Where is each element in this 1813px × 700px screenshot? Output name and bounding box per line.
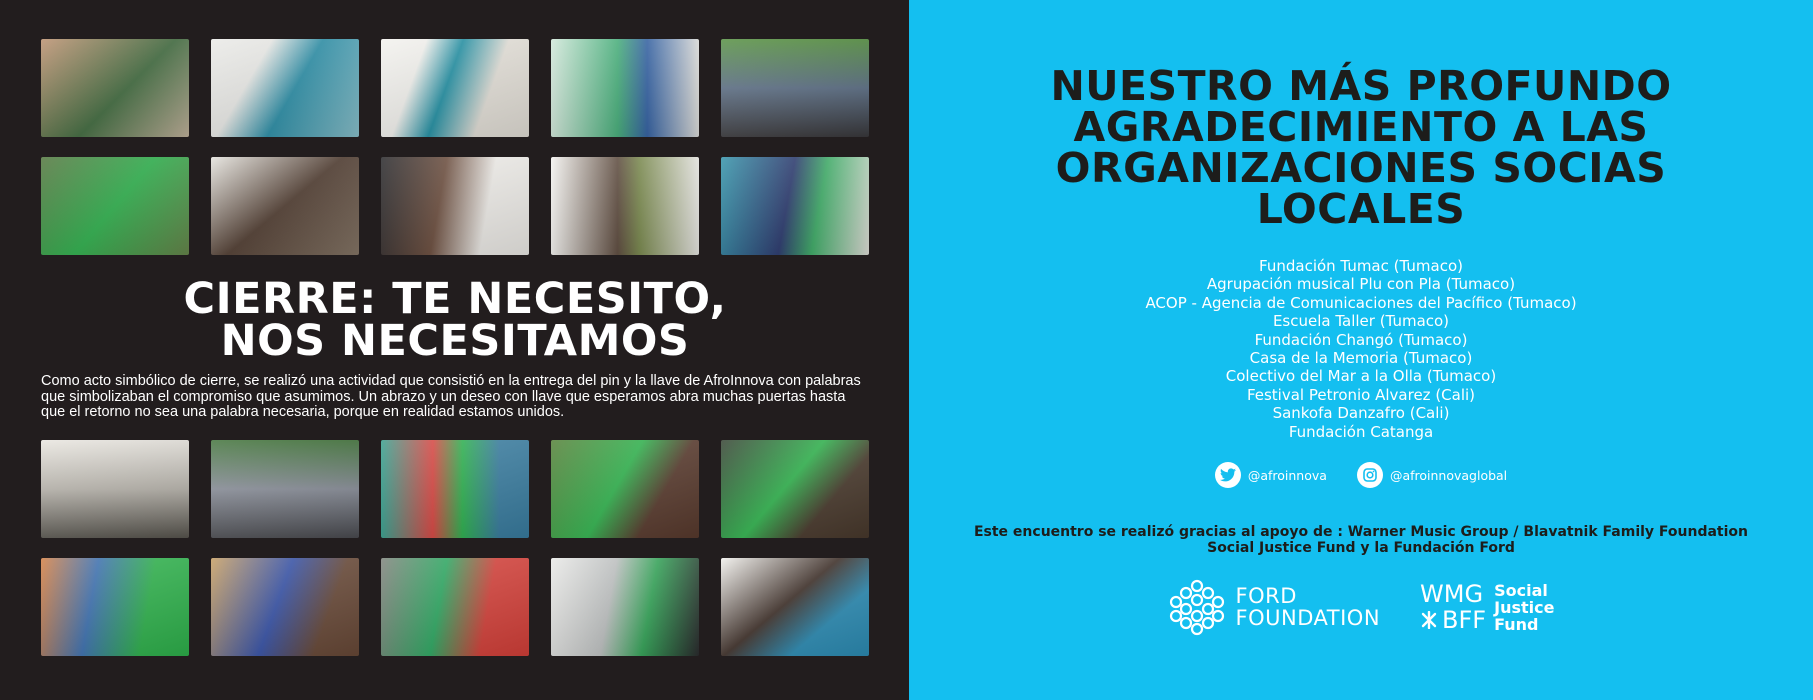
photo-grid-bottom	[41, 440, 869, 656]
organization-item: Fundación Catanga	[1288, 422, 1434, 441]
event-photo	[211, 39, 359, 137]
event-photo	[721, 157, 869, 255]
organization-item: Sankofa Danzafro (Cali)	[1272, 404, 1450, 423]
sponsors-line: Este encuentro se realizó gracias al apoyo de : Warner Music Group / Blavatnik Family Foundation	[973, 524, 1749, 540]
event-photo	[551, 157, 699, 255]
closing-title-line: CIERRE: TE NECESITO,	[183, 274, 727, 324]
organization-item: Agrupación musical Plu con Pla (Tumaco)	[1206, 275, 1516, 294]
organization-item: Colectivo del Mar a la Olla (Tumaco)	[1225, 367, 1497, 386]
sponsors-line: Social Justice Fund y la Fundación Ford	[1207, 540, 1515, 556]
wmg-bff-logo	[1420, 581, 1554, 633]
sjf-line: Fund	[1494, 614, 1539, 634]
thanks-title-line: AGRADECIMIENTO A LAS	[1073, 103, 1649, 151]
closing-title	[41, 274, 869, 366]
event-photo	[381, 39, 529, 137]
organization-item: Festival Petronio Alvarez (Cali)	[1246, 385, 1476, 404]
closing-title-line: NOS NECESITAMOS	[220, 316, 690, 366]
event-photo	[721, 440, 869, 538]
sponsors-statement	[949, 524, 1773, 556]
event-photo	[381, 558, 529, 656]
ford-foundation-wordmark	[1236, 585, 1380, 629]
event-photo	[551, 39, 699, 137]
organization-item: Escuela Taller (Tumaco)	[1272, 312, 1450, 331]
event-photo	[211, 558, 359, 656]
instagram-handle: @afroinnovaglobal	[1389, 467, 1508, 483]
event-photo	[721, 558, 869, 656]
ford-wordmark-line: FORD	[1235, 584, 1297, 608]
event-photo	[381, 157, 529, 255]
wmg-bff-logo-icon	[1420, 611, 1438, 629]
ford-wordmark-line: FOUNDATION	[1235, 606, 1381, 630]
wmg-bff-wordmark	[1420, 581, 1486, 633]
twitter-link[interactable]	[1215, 462, 1327, 488]
event-photo	[381, 440, 529, 538]
sponsor-logos	[909, 578, 1813, 636]
ford-foundation-logo-icon	[1168, 578, 1226, 636]
event-photo	[41, 39, 189, 137]
event-photo	[551, 558, 699, 656]
event-photo	[721, 39, 869, 137]
photo-grid-top	[41, 39, 869, 255]
event-photo	[211, 440, 359, 538]
thanks-title-line: LOCALES	[1256, 185, 1466, 233]
event-photo	[211, 157, 359, 255]
instagram-icon	[1357, 462, 1383, 488]
organization-item: Fundación Tumac (Tumaco)	[1259, 257, 1463, 275]
sjf-line: Justice	[1494, 597, 1555, 617]
event-photo	[551, 440, 699, 538]
social-justice-fund-wordmark	[1494, 582, 1554, 633]
twitter-handle: @afroinnova	[1247, 467, 1327, 483]
twitter-icon	[1215, 462, 1241, 488]
instagram-link[interactable]	[1357, 462, 1507, 488]
organization-item: Casa de la Memoria (Tumaco)	[1249, 349, 1473, 368]
bff-row	[1420, 607, 1486, 633]
wmg-wordmark-line: WMG	[1420, 580, 1484, 608]
closing-description: Como acto simbólico de cierre, se realizó una actividad que consistió en la entrega del pin y la llave de AfroInnova con palabras que simbolizaban el compromiso que asumimos. Un abrazo y un deseo con llave que esperamos abra muchas puertas hasta que el retorno no sea una palabra necesaria, porque en realidad estamos unidos.	[41, 373, 861, 420]
event-photo	[41, 157, 189, 255]
thanks-title-line: ORGANIZACIONES SOCIAS	[1055, 144, 1667, 192]
thanks-title	[969, 62, 1753, 233]
organization-item: ACOP - Agencia de Comunicaciones del Pacífico (Tumaco)	[1145, 293, 1577, 312]
ford-foundation-logo	[1168, 578, 1380, 636]
partner-organizations-list	[909, 257, 1813, 441]
sjf-line: Social	[1494, 580, 1548, 600]
bff-wordmark: BFF	[1442, 606, 1487, 634]
organization-item: Fundación Changó (Tumaco)	[1254, 330, 1468, 349]
thanks-title-line: NUESTRO MÁS PROFUNDO	[1050, 62, 1672, 110]
event-photo	[41, 440, 189, 538]
event-photo	[41, 558, 189, 656]
thanks-panel	[909, 0, 1813, 700]
social-links	[909, 462, 1813, 488]
